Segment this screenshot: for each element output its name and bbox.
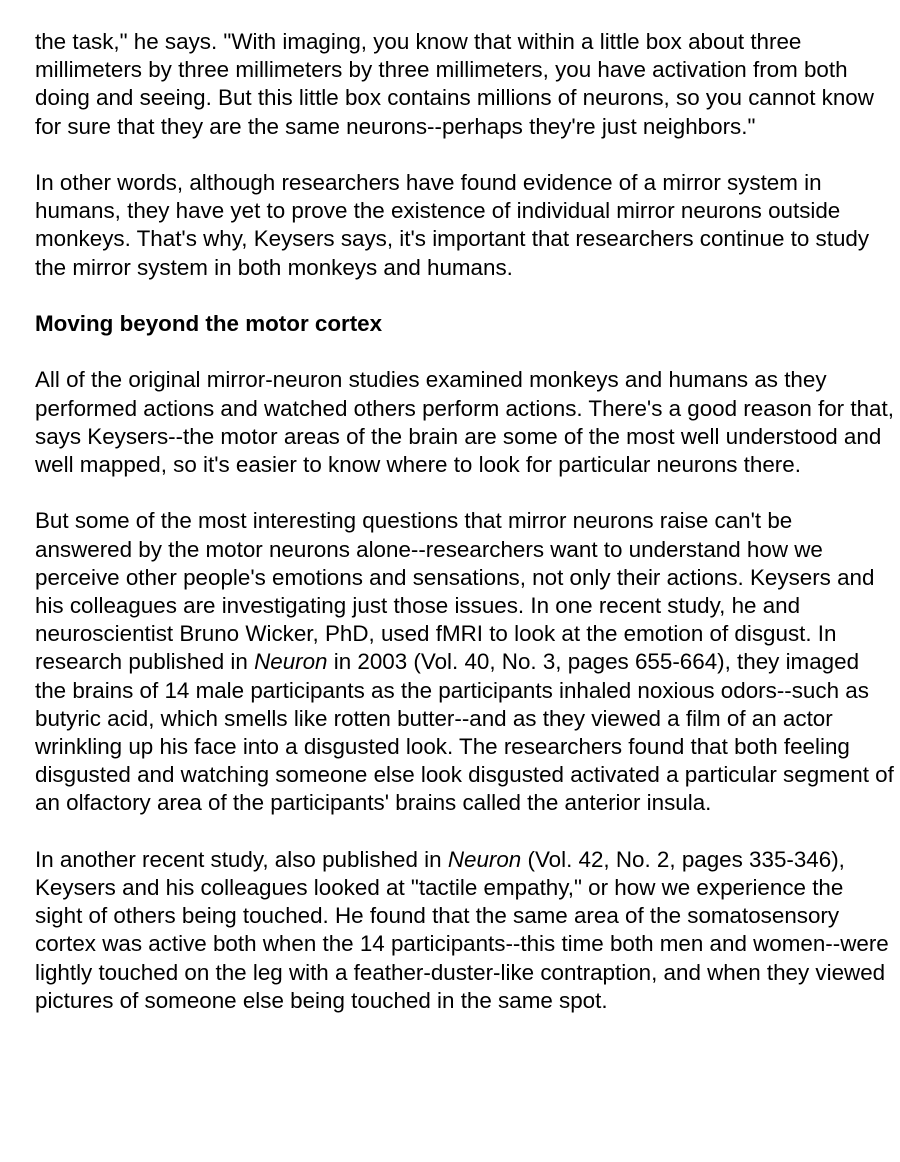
- paragraph-mirror-system-humans: In other words, although researchers have found evidence of a mirror system in humans, they have yet to prove the existence of individual mirror neurons outside monkeys. That's why, Keysers says, it's important that researchers continue to study the mirror system in both monkeys and humans.: [35, 170, 870, 280]
- paragraph-tactile-empathy: [35, 846, 895, 1015]
- article-body: [35, 28, 895, 1015]
- paragraph-original-studies: All of the original mirror-neuron studies examined monkeys and humans as they performed actions and watched others perform actions. There's a good reason for that, says Keysers--the motor areas of the brain are some of the most well understood and well mapped, so it's easier to know where to look for particular neurons there.: [35, 367, 894, 477]
- paragraph-disgust-text-b: in 2003 (Vol. 40, No. 3, pages 655-664), they imaged the brains of 14 male participants as the participants inhaled noxious odors--such as butyric acid, which smells like rotten butter--and as they viewed a film of an actor wrinkling up his face into a disgusted look. The researchers found that both feeling disgusted and watching someone else look disgusted activated a particular segment of an olfactory area of the participants' brains called the anterior insula.: [35, 649, 894, 816]
- section-heading: Moving beyond the motor cortex: [35, 311, 383, 336]
- paragraph-imaging-quote: the task," he says. "With imaging, you know that within a little box about three millimeters by three millimeters by three millimeters, you have activation from both doing and seeing. But this little box contains millions of neurons, so you cannot know for sure that they are the same neurons--perhaps they're just neighbors.": [35, 29, 874, 139]
- paragraph-tactile-text-a: In another recent study, also published in: [35, 846, 448, 872]
- journal-name: Neuron: [254, 649, 328, 675]
- paragraph-disgust-study: [35, 507, 895, 817]
- paragraph-disgust-text-a: But some of the most interesting questions that mirror neurons raise can't be answered by the motor neurons alone--researchers want to understand how we perceive other people's emotions and sensations, not only their actions. Keysers and his colleagues are investigating just those issues. In one recent study, he and neuroscientist Bruno Wicker, PhD, used fMRI to look at the emotion of disgust. In research published in: [35, 508, 875, 675]
- journal-name: Neuron: [447, 846, 522, 872]
- paragraph-tactile-text-b: (Vol. 42, No. 2, pages 335-346), Keysers and his colleagues looked at "tactile empathy," or how we experience the sight of others being touched. He found that the same area of the somatosensory cortex was active both when the 14 participants--this time both men and women--were lightly touched on the leg with a feather-duster-like contraption, and when they viewed pictures of someone else being touched in the same spot.: [35, 846, 889, 1013]
